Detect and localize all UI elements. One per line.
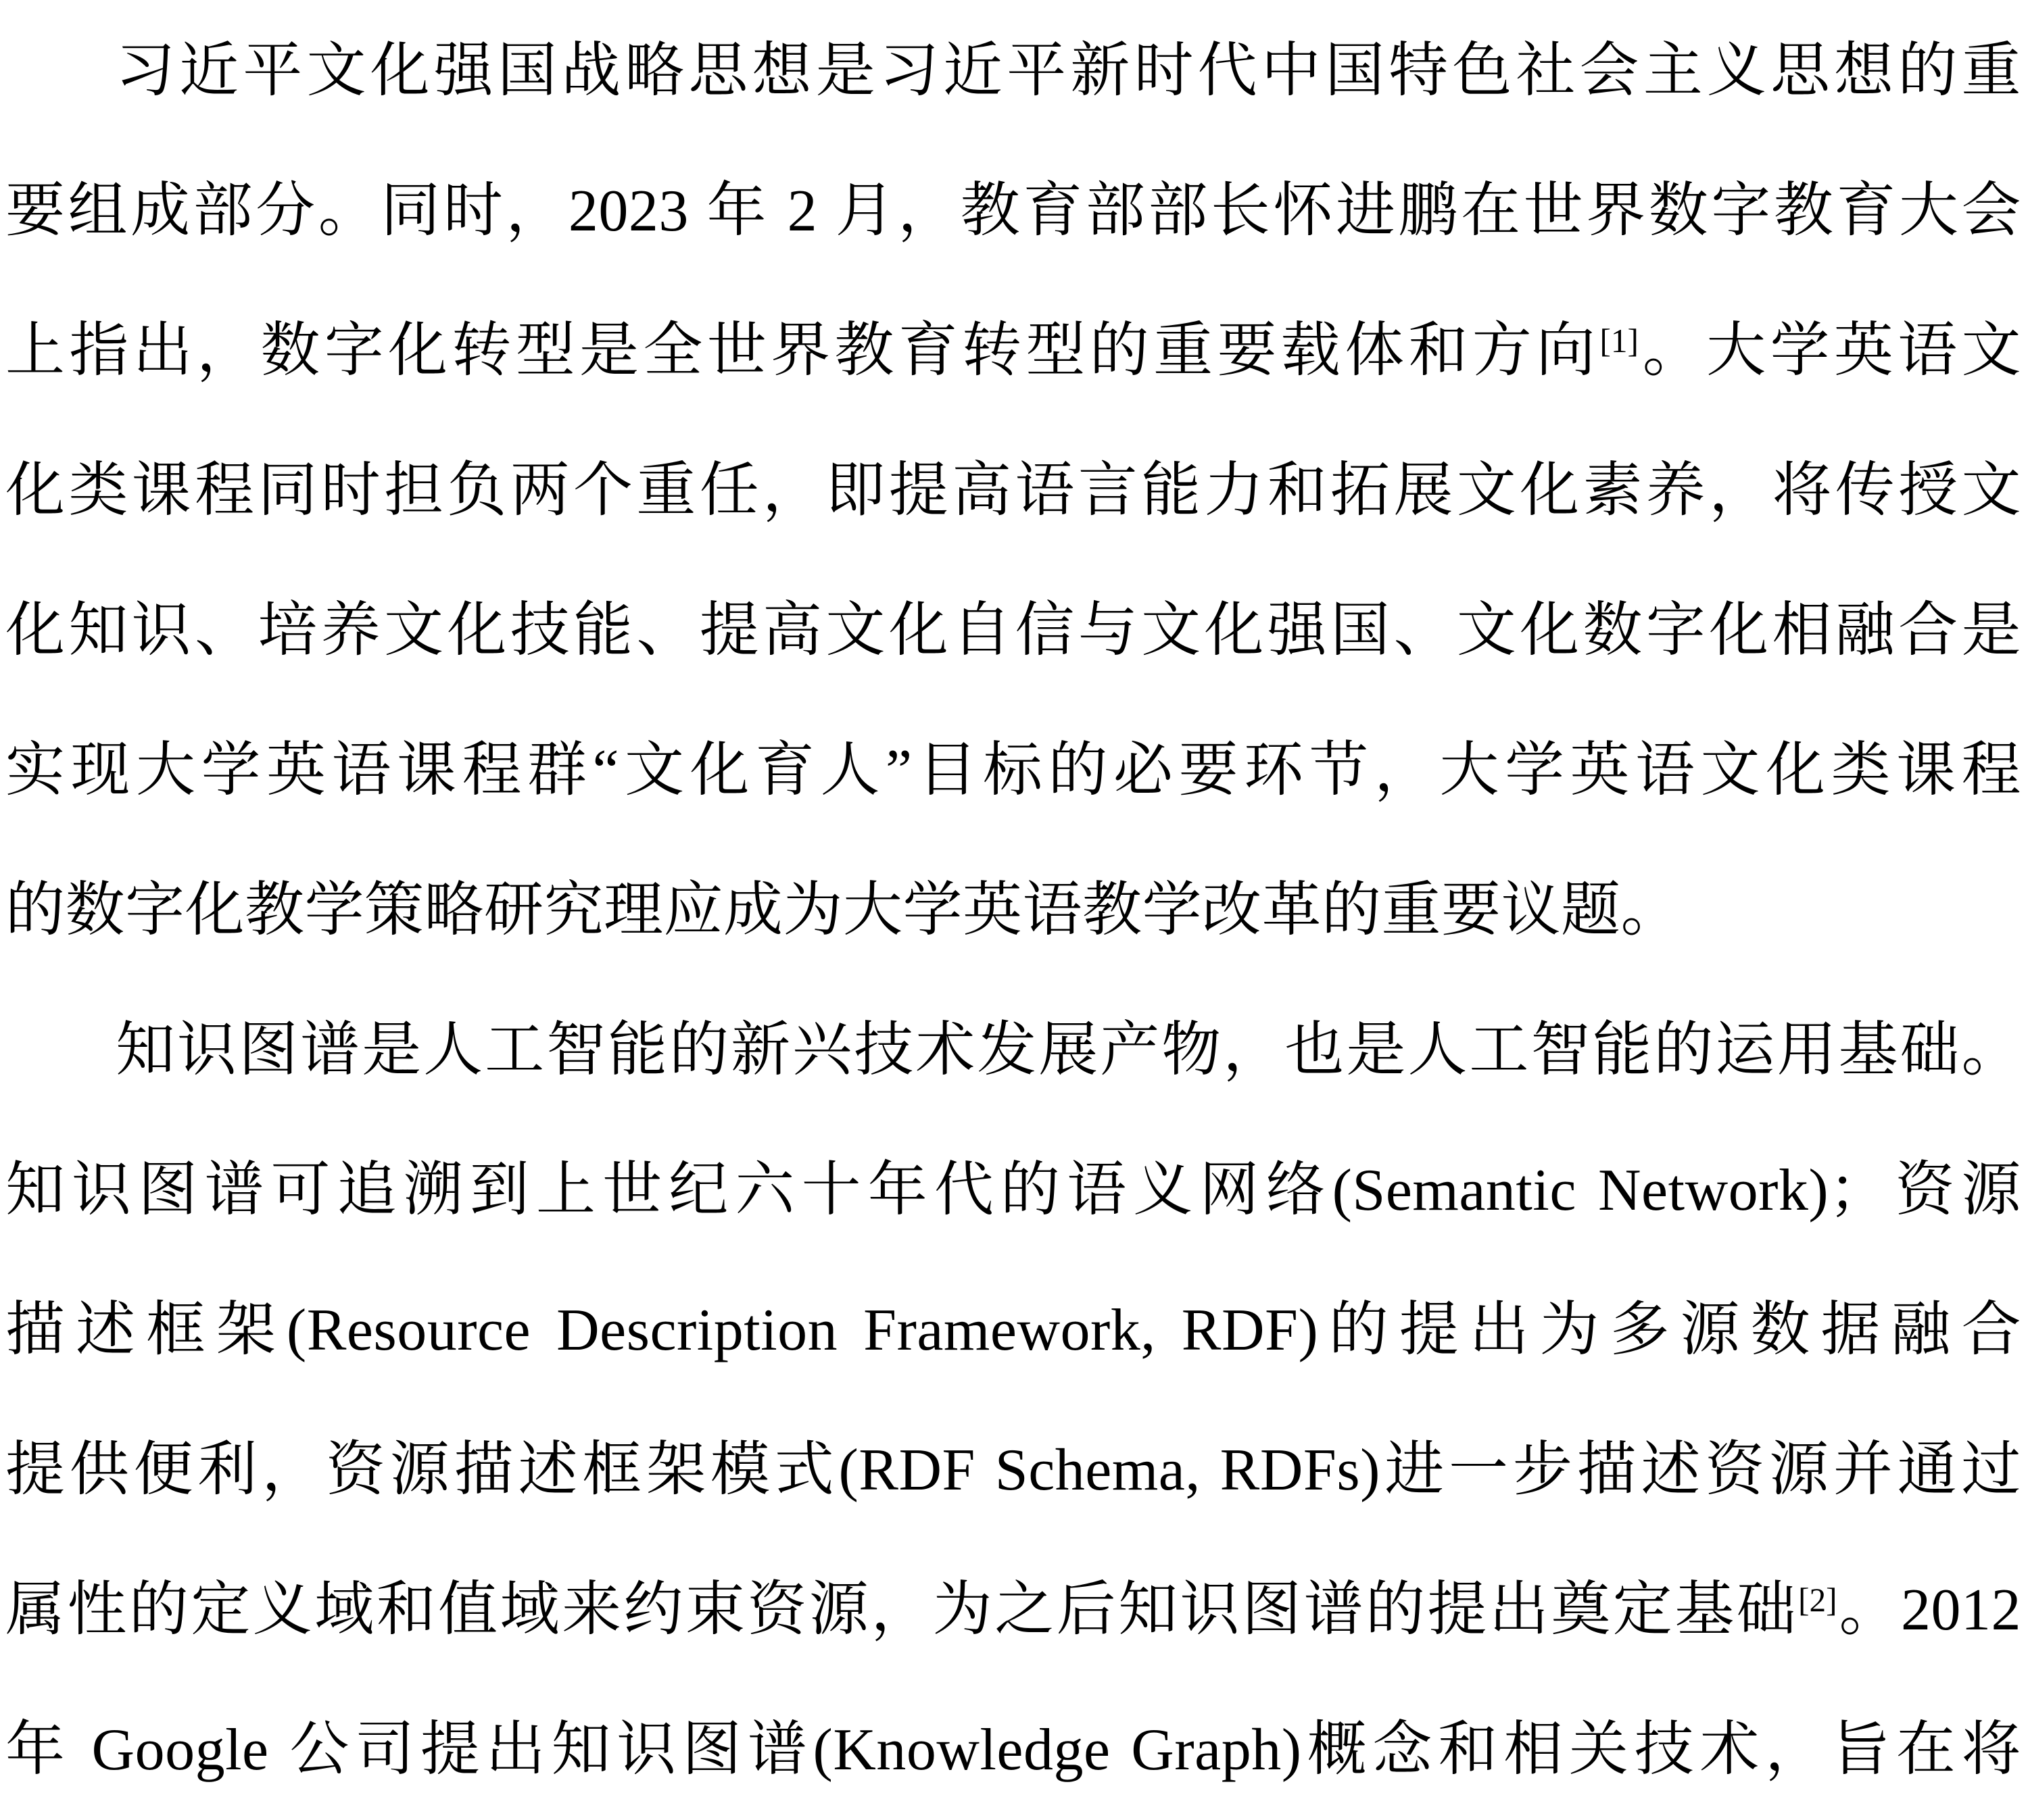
line-text: 描述框架(Resource Description Framework, RDF)的提出为多源数据融合: [5, 1298, 2021, 1363]
line-text: 实现大学英语课程群“文化育人”目标的必要环节，大学英语文化类课程: [5, 738, 2021, 804]
line-text: 。大学英语文: [1638, 318, 2021, 384]
text-line-4: [5, 421, 2021, 561]
line-text: 知识图谱是人工智能的新兴技术发展产物，也是人工智能的运用基础。: [116, 1018, 2021, 1083]
text-line-7: [5, 841, 2021, 981]
text-line-1: [5, 1, 2021, 141]
text-line-5: [5, 561, 2021, 701]
text-line-12: [5, 1540, 2021, 1680]
line-text: 提供便利，资源描述框架模式(RDF Schema, RDFs)进一步描述资源并通过: [5, 1437, 2021, 1503]
line-text: 习近平文化强国战略思想是习近平新时代中国特色社会主义思想的重: [116, 39, 2021, 104]
text-line-3: [5, 281, 2021, 421]
text-line-10: [5, 1260, 2021, 1400]
line-text: 的数字化教学策略研究理应成为大学英语教学改革的重要议题。: [5, 878, 1681, 943]
line-text: 属性的定义域和值域来约束资源，为之后知识图谱的提出奠定基础: [5, 1577, 1799, 1643]
text-line-11: [5, 1400, 2021, 1540]
line-text: 。2012: [1837, 1577, 2021, 1643]
line-text: 化类课程同时担负两个重任，即提高语言能力和拓展文化素养，将传授文: [5, 458, 2021, 524]
line-text: 化知识、培养文化技能、提高文化自信与文化强国、文化数字化相融合是: [5, 598, 2021, 664]
text-line-6: [5, 701, 2021, 841]
text-line-8: [5, 981, 2021, 1121]
text-line-2: [5, 141, 2021, 281]
text-line-13: [5, 1680, 2021, 1820]
line-text: 年 Google 公司提出知识图谱(Knowledge Graph)概念和相关技术，旨在将: [5, 1717, 2021, 1783]
line-text: 知识图谱可追溯到上世纪六十年代的语义网络(Semantic Network)；资源: [5, 1158, 2021, 1223]
line-text: 上指出，数字化转型是全世界教育转型的重要载体和方向: [5, 318, 1600, 384]
citation-marker-1: [1]: [1599, 322, 1639, 360]
text-line-9: [5, 1121, 2021, 1260]
line-text: 要组成部分。同时，2023 年 2 月，教育部部长怀进鹏在世界数字教育大会: [5, 178, 2021, 244]
citation-marker-2: [2]: [1798, 1581, 1837, 1619]
